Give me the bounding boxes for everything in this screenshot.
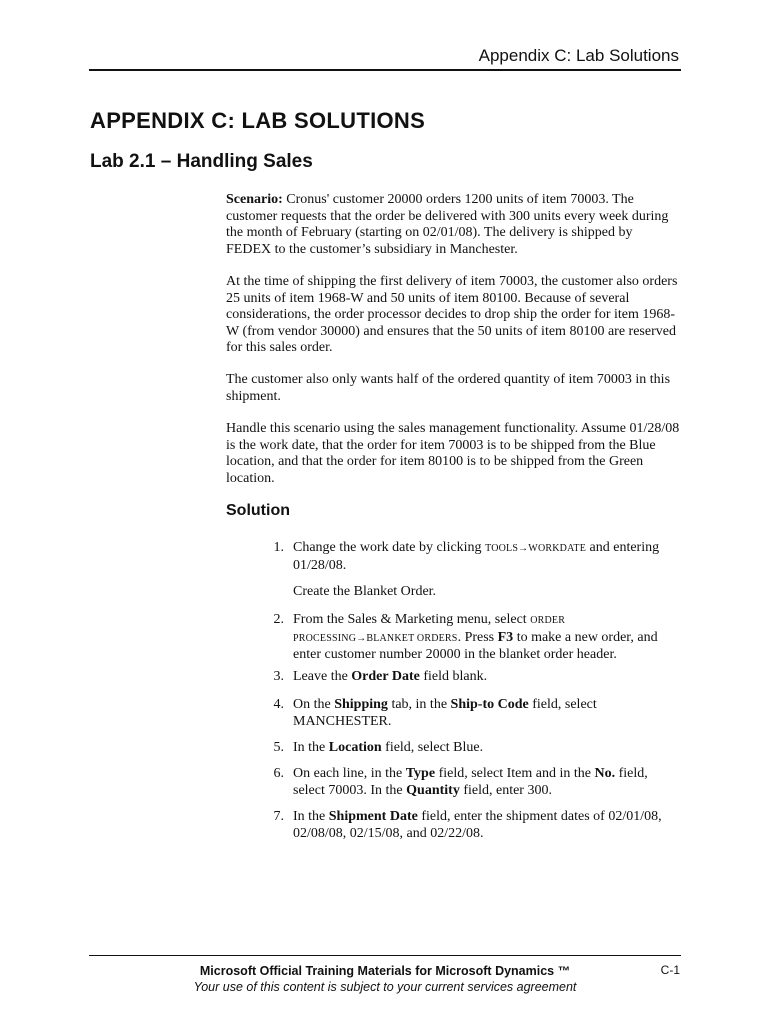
step-text: In the Shipment Date field, enter the shipment dates of 02/01/08, 02/08/08, 02/15/08, and 02/22/08. [293, 809, 662, 841]
footer-title: Microsoft Official Training Materials for Microsoft Dynamics ™ [199, 964, 571, 978]
step-text: From the Sales & Marketing menu, select ORDER PROCESSING→BLANKET ORDERS. Press F3 to make a new order, and enter customer number 20000 in the blanket order header. [293, 612, 658, 662]
step-number: 6. [273, 766, 284, 781]
scenario-paragraph-2 [226, 274, 680, 357]
field-name: Type [405, 766, 436, 781]
field-name: Shipment Date [328, 809, 418, 824]
scenario-label: Scenario: [226, 192, 283, 207]
scenario-text: Cronus' customer 20000 orders 1200 units of item 70003. The customer requests that the order be delivered with 300 units every week during the month of February (starting on 02/01/08). The delivery is shipped by FEDEX to the customer’s subsidiary in Manchester. [226, 192, 669, 257]
footer-rule [89, 955, 681, 956]
step-text: Leave the Order Date field blank. [293, 669, 488, 684]
menu-path: TOOLS→WORKDATE [485, 543, 587, 554]
footer-note: Your use of this content is subject to your current services agreement [193, 980, 577, 994]
header-rule [89, 69, 681, 71]
step-number: 1. [273, 540, 284, 555]
step-number: 5. [273, 740, 284, 755]
page-number: C-1 [660, 963, 680, 977]
key-label: F3 [497, 629, 514, 645]
scenario-text-3: The customer also only wants half of the ordered quantity of item 70003 in this shipment. [226, 372, 671, 404]
scenario-text-4: Handle this scenario using the sales management functionality. Assume 01/28/08 is the work date, that the order for item 70003 is to be shipped from the Blue location, and that the order for item 80100 is to be shipped from the Green location. [226, 421, 680, 486]
running-header: Appendix C: Lab Solutions [478, 46, 679, 65]
step-text: On each line, in the Type field, select Item and in the No. field, select 70003. In the Quantity field, enter 300. [293, 766, 648, 798]
field-name: Order Date [351, 669, 420, 684]
field-name: Ship-to Code [450, 697, 529, 712]
field-name: Quantity [406, 782, 460, 798]
step-number: 2. [273, 612, 284, 627]
menu-path: ORDER [530, 615, 566, 626]
scenario-text-2: At the time of shipping the first delivery of item 70003, the customer also orders 25 units of item 1968-W and 50 units of item 80100. Because of several considerations, the order processor decides to drop ship the order for item 1968-W (from vendor 30000) and ensures that the 50 units of item 80100 are reserved for this sales order. [226, 274, 678, 355]
note-text: Create the Blanket Order. [293, 584, 437, 599]
step-text: On the Shipping tab, in the Ship-to Code field, select MANCHESTER. [293, 697, 597, 729]
scenario-paragraph-4 [226, 421, 680, 487]
step-text: Change the work date by clicking TOOLS→WORKDATE and entering 01/28/08. [293, 540, 660, 573]
appendix-title: APPENDIX C: LAB SOLUTIONS [90, 108, 426, 133]
scenario-paragraph-3 [226, 372, 680, 405]
solution-heading: Solution [226, 502, 290, 519]
lab-title: Lab 2.1 – Handling Sales [90, 151, 313, 172]
field-name: Location [328, 740, 382, 755]
menu-path: PROCESSING→BLANKET ORDERS [293, 632, 458, 644]
scenario-paragraph-1 [226, 192, 680, 258]
step-number: 3. [273, 669, 284, 684]
step-number: 4. [273, 697, 284, 712]
tab-name: Shipping [334, 697, 388, 712]
step-number: 7. [273, 809, 284, 824]
step-text: In the Location field, select Blue. [293, 740, 484, 755]
field-name: No. [594, 766, 616, 781]
